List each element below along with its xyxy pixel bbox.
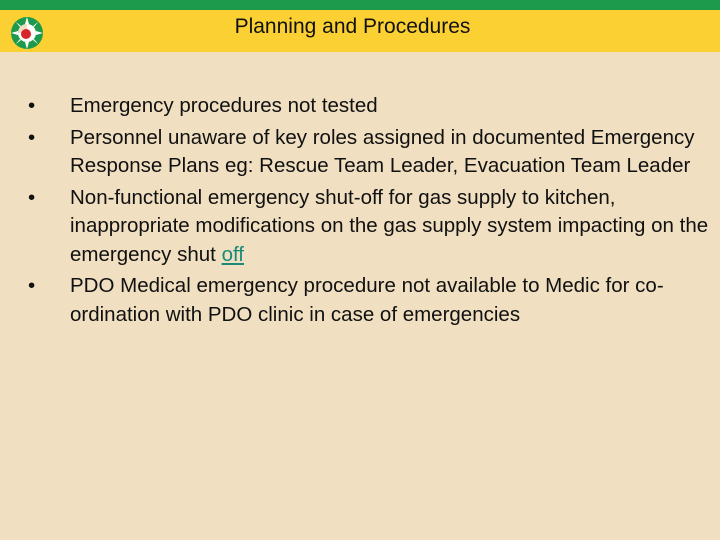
bullet-item (28, 124, 718, 181)
bullet-text: Emergency procedures not tested (70, 94, 378, 117)
bullet-item (28, 272, 718, 329)
bullet-item (28, 92, 718, 121)
top-stripe (0, 0, 720, 10)
off-link[interactable]: off (221, 242, 244, 266)
bullet-text: Personnel unaware of key roles assigned in documented Emergency Response Plans eg: Rescue Team Leader, Evacuation Team Leader (70, 125, 695, 177)
bullet-text: PDO Medical emergency procedure not available to Medic for co-ordination with PDO clinic in case of emergencies (70, 274, 664, 326)
bullet-mark: • (28, 125, 36, 149)
bullet-item (28, 184, 718, 270)
slide-title: Planning and Procedures (234, 15, 471, 38)
header-bar (0, 10, 720, 52)
bullet-text: Non-functional emergency shut-off for gas supply to kitchen, inappropriate modifications on the gas supply system impacting on the emergency shut (70, 185, 709, 266)
bullet-mark: • (28, 94, 36, 117)
bullet-list (28, 92, 718, 332)
bullet-mark: • (28, 274, 36, 297)
bullet-mark: • (28, 185, 36, 209)
